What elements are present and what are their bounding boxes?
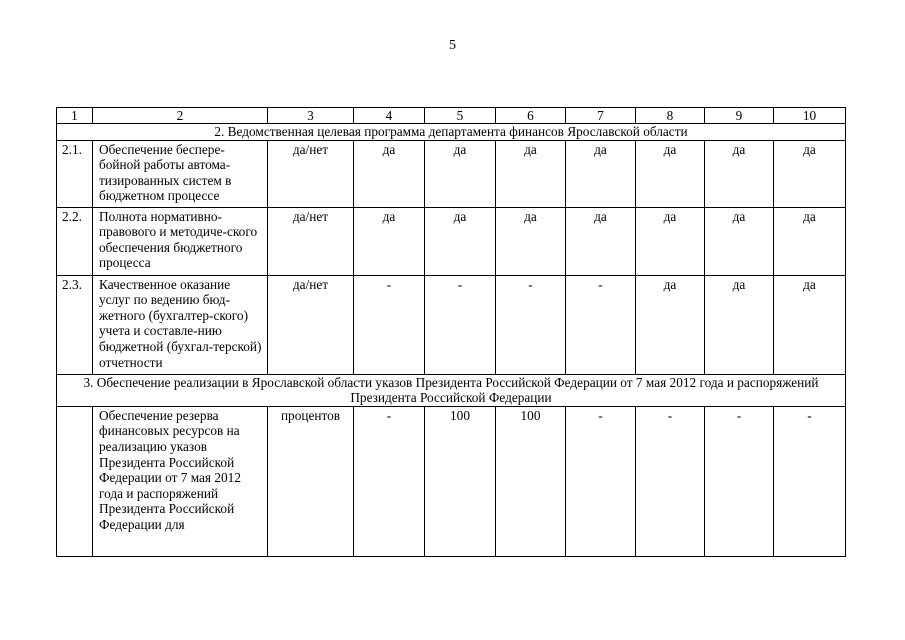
table-row (57, 207, 846, 275)
section-title: 3. Обеспечение реализации в Ярославской области указов Президента Российской Федерации от 7 мая 2012 года и распоряжений Президента Российской Федерации (57, 374, 846, 406)
value-cell: - (354, 406, 425, 556)
unit-cell: да/нет (268, 140, 354, 207)
column-number: 10 (774, 108, 846, 124)
value-cell: да (774, 140, 846, 207)
value-cell: - (705, 406, 774, 556)
column-number: 3 (268, 108, 354, 124)
value-cell: 100 (496, 406, 566, 556)
value-cell: - (425, 275, 496, 374)
indicator-name: Качественное оказание услуг по ведению бюд-жетного (бухгалтер-ского) учета и составле-нию бюджетной (бухгал-терской) отчетности (93, 275, 268, 374)
value-cell: да (636, 140, 705, 207)
value-cell: 100 (425, 406, 496, 556)
value-cell: - (774, 406, 846, 556)
value-cell: да (354, 207, 425, 275)
value-cell: да (496, 140, 566, 207)
unit-cell: процентов (268, 406, 354, 556)
page-number: 5 (449, 38, 456, 53)
column-number: 1 (57, 108, 93, 124)
indicator-name: Полнота нормативно-правового и методиче-ского обеспечения бюджетного процесса (93, 207, 268, 275)
unit-cell: да/нет (268, 207, 354, 275)
value-cell: да (705, 207, 774, 275)
row-number: 2.2. (57, 207, 93, 275)
indicator-name-cell (93, 406, 268, 556)
column-number: 2 (93, 108, 268, 124)
value-cell: да (636, 275, 705, 374)
column-number: 9 (705, 108, 774, 124)
indicator-name: Обеспечение резерва финансовых ресурсов на реализацию указов Президента Российской Федерации от 7 мая 2012 года и распоряжений Президента Российской Федерации для (99, 407, 241, 532)
value-cell: да (425, 207, 496, 275)
section-heading-row (57, 124, 846, 141)
value-cell: - (566, 406, 636, 556)
column-number: 5 (425, 108, 496, 124)
row-number: 2.3. (57, 275, 93, 374)
value-cell: да (566, 140, 636, 207)
value-cell: да (774, 275, 846, 374)
value-cell: - (566, 275, 636, 374)
value-cell: да (425, 140, 496, 207)
indicator-name: Обеспечение беспере-бойной работы автома-тизированных систем в бюджетном процессе (93, 140, 268, 207)
value-cell: да (705, 275, 774, 374)
column-number: 6 (496, 108, 566, 124)
section-heading-row (57, 374, 846, 406)
value-cell: - (354, 275, 425, 374)
value-cell: да (566, 207, 636, 275)
column-number: 4 (354, 108, 425, 124)
indicators-table (56, 107, 846, 557)
value-cell: да (636, 207, 705, 275)
table-row (57, 406, 846, 556)
value-cell: да (705, 140, 774, 207)
value-cell: - (636, 406, 705, 556)
column-number: 8 (636, 108, 705, 124)
row-number: 2.1. (57, 140, 93, 207)
unit-cell: да/нет (268, 275, 354, 374)
section-title: 2. Ведомственная целевая программа департамента финансов Ярославской области (57, 124, 846, 141)
table-row (57, 140, 846, 207)
value-cell: - (496, 275, 566, 374)
value-cell: да (354, 140, 425, 207)
value-cell: да (496, 207, 566, 275)
row-number (57, 406, 93, 556)
column-number: 7 (566, 108, 636, 124)
column-number-row (57, 108, 846, 124)
table-row (57, 275, 846, 374)
value-cell: да (774, 207, 846, 275)
